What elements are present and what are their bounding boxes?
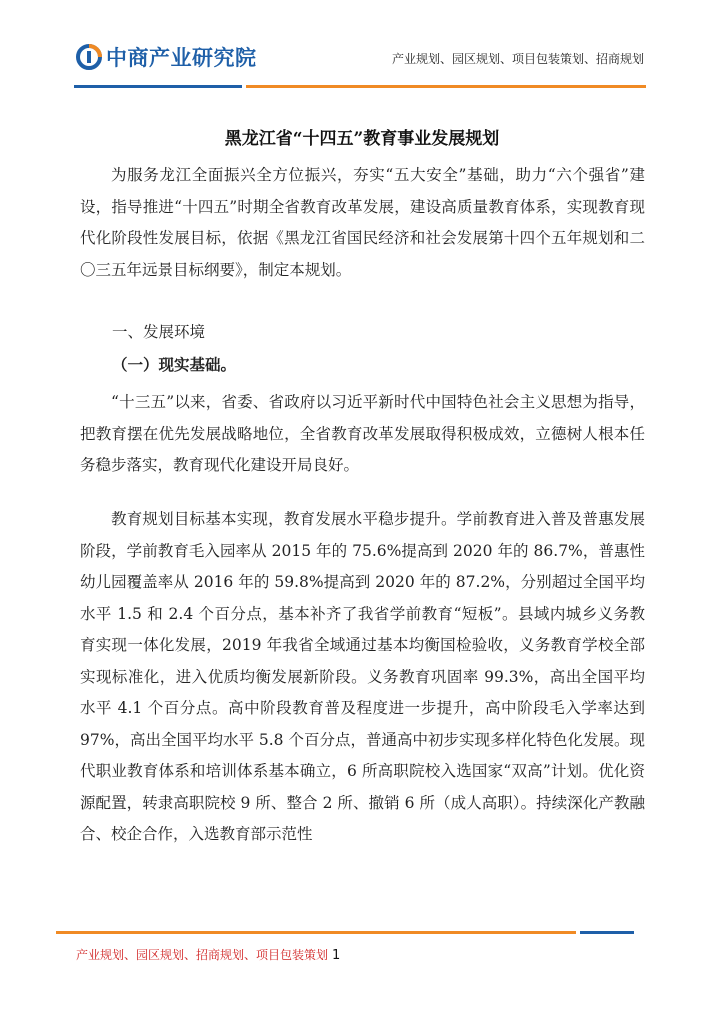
document-title: 黑龙江省“十四五”教育事业发展规划: [224, 129, 500, 149]
paragraph-text: 为服务龙江全面振兴全方位振兴，夯实“五大安全”基础，助力“六个强省”建设，指导推进“十四五”时期全省教育改革发展，建设高质量教育体系，实现教育现代化阶段性发展目标，依据《黑龙江省国民经济和社会发展第十四个五年规划和二〇三五年远景目标纲要》，制定本规划。: [80, 166, 645, 279]
intro-paragraph: [80, 160, 645, 286]
footer-divider-orange: [56, 931, 576, 934]
header-divider-orange: [246, 85, 646, 88]
logo: [76, 40, 257, 74]
logo-text: 中商产业研究院: [106, 46, 257, 70]
paragraph-goals: [80, 504, 645, 851]
paragraph-13th-plan: [80, 387, 645, 482]
page-number: 1: [332, 948, 341, 963]
footer-text: 产业规划、园区规划、招商规划、项目包装策划: [76, 948, 329, 962]
paragraph-text: 教育规划目标基本实现，教育发展水平稳步提升。学前教育进入普及普惠发展阶段，学前教育毛入园率从 2015 年的 75.6%提高到 2020 年的 86.7%，普惠性幼儿园覆盖率从 2016 年的 59.8%提高到 2020 年的 87.2%，分别超过全国平均水平 1.5 和 2.4 个百分点，基本补齐了我省学前教育“短板”。县域内城乡义务教育实现一体化发展，2019 年我省全域通过基本均衡国检验收，义务教育学校全部实现标准化，进入优质均衡发展新阶段。义务教育巩固率 99.3%，高出全国平均水平 4.1 个百分点。高中阶段教育普及程度进一步提升，高中阶段毛入学率达到 97%，高出全国平均水平 5.8 个百分点，普通高中初步实现多样化特色化发展。现代职业教育体系和培训体系基本确立，6 所高职院校入选国家“双高”计划。优化资源配置，转隶高职院校 9 所、整合 2 所、撤销 6 所（成人高职）。持续深化产教融合、校企合作，入选教育部示范性: [80, 510, 645, 843]
header-divider-blue: [74, 85, 242, 88]
paragraph-text: “十三五”以来，省委、省政府以习近平新时代中国特色社会主义思想为指导，把教育摆在优先发展战略地位，全省教育改革发展取得积极成效，立德树人根本任务稳步落实，教育现代化建设开局良好。: [80, 393, 645, 474]
subsection-heading: （一）现实基础。: [112, 355, 237, 374]
header-tagline: 产业规划、园区规划、项目包装策划、招商规划: [391, 52, 644, 66]
footer-divider-blue: [580, 931, 634, 934]
page-footer: [76, 946, 340, 963]
logo-icon: [76, 44, 102, 70]
page-header: [0, 0, 724, 92]
section-heading: 一、发展环境: [112, 323, 206, 341]
